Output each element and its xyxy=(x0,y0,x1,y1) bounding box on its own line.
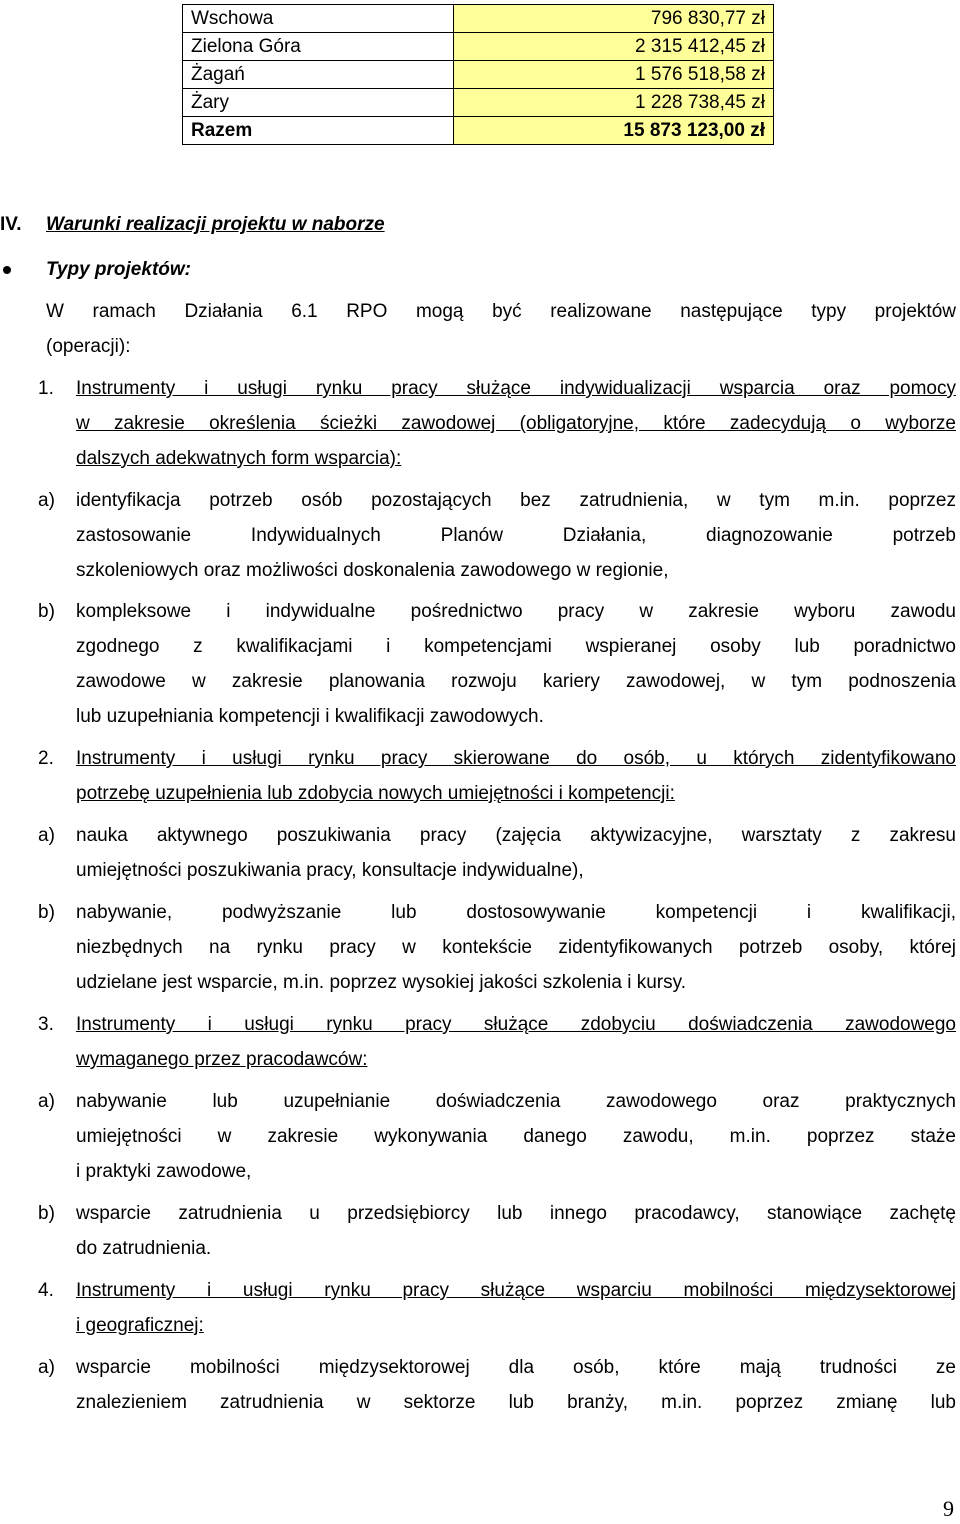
subitem-line: i praktyki zawodowe, xyxy=(76,1161,252,1182)
table-cell-amount: 2 315 412,45 zł xyxy=(454,33,774,61)
item-line: Instrumenty i usługi rynku pracy służące indywidualizacji wsparcia oraz pomocy xyxy=(76,378,956,399)
item-number: 1. xyxy=(38,378,54,399)
subitem-marker: b) xyxy=(38,1203,55,1224)
item-number: 2. xyxy=(38,748,54,769)
item-line: Instrumenty i usługi rynku pracy skierowane do osób, u których zidentyfikowano xyxy=(76,748,956,769)
subitem-line: nabywanie, podwyższanie lub dostosowywanie kompetencji i kwalifikacji, xyxy=(76,902,956,923)
subitem-line: identyfikacja potrzeb osób pozostających bez zatrudnienia, w tym m.in. poprzez xyxy=(76,490,956,511)
subitem-marker: a) xyxy=(38,1091,55,1112)
subitem-line: niezbędnych na rynku pracy w kontekście zidentyfikowanych potrzeb osoby, której xyxy=(76,937,956,958)
item-line: Instrumenty i usługi rynku pracy służące zdobyciu doświadczenia zawodowego xyxy=(76,1014,956,1035)
intro-line: (operacji): xyxy=(46,336,131,357)
subitem-line: znalezieniem zatrudnienia w sektorze lub branży, m.in. poprzez zmianę lub xyxy=(76,1392,956,1413)
subheading: Typy projektów: xyxy=(46,259,191,280)
subitem-line: zastosowanie Indywidualnych Planów Działania, diagnozowanie potrzeb xyxy=(76,525,956,546)
subitem-line: umiejętności w zakresie wykonywania danego zawodu, m.in. poprzez staże xyxy=(76,1126,956,1147)
item-line: Instrumenty i usługi rynku pracy służące wsparciu mobilności międzysektorowej xyxy=(76,1280,956,1301)
subitem-line: wsparcie mobilności międzysektorowej dla osób, które mają trudności ze xyxy=(76,1357,956,1378)
subitem-marker: b) xyxy=(38,601,55,622)
table-cell-name: Wschowa xyxy=(183,5,454,33)
subitem-line: szkoleniowych oraz możliwości doskonalenia zawodowego w regionie, xyxy=(76,560,669,581)
table-total-label: Razem xyxy=(183,117,454,145)
table-row xyxy=(183,5,774,33)
subitem-marker: b) xyxy=(38,902,55,923)
item-number: 3. xyxy=(38,1014,54,1035)
bullet-icon xyxy=(3,266,11,274)
item-line: i geograficznej: xyxy=(76,1315,204,1336)
subitem-line: zgodnego z kwalifikacjami i kompetencjami wspieranej osoby lub poradnictwo xyxy=(76,636,956,657)
table-cell-amount: 1 228 738,45 zł xyxy=(454,89,774,117)
table-cell-amount: 796 830,77 zł xyxy=(454,5,774,33)
table-cell-name: Żary xyxy=(183,89,454,117)
item-line: w zakresie określenia ścieżki zawodowej (obligatoryjne, które zadecydują o wyborze xyxy=(76,413,956,434)
item-line: potrzebę uzupełnienia lub zdobycia nowych umiejętności i kompetencji: xyxy=(76,783,675,804)
section-heading xyxy=(0,207,385,242)
subitem-line: udzielane jest wsparcie, m.in. poprzez wysokiej jakości szkolenia i kursy. xyxy=(76,972,687,993)
table-row xyxy=(183,89,774,117)
subitem-line: nauka aktywnego poszukiwania pracy (zajęcia aktywizacyjne, warsztaty z zakresu xyxy=(76,825,956,846)
page-number: 9 xyxy=(943,1496,954,1521)
subitem-marker: a) xyxy=(38,825,55,846)
subitem-line: lub uzupełniania kompetencji i kwalifikacji zawodowych. xyxy=(76,706,544,727)
table-row xyxy=(183,33,774,61)
section-number: IV. xyxy=(0,214,22,235)
amounts-table xyxy=(182,4,774,145)
subitem-marker: a) xyxy=(38,490,55,511)
table-cell-name: Żagań xyxy=(183,61,454,89)
subitem-marker: a) xyxy=(38,1357,55,1378)
intro-line: W ramach Działania 6.1 RPO mogą być realizowane następujące typy projektów xyxy=(46,301,956,322)
table-cell-amount: 1 576 518,58 zł xyxy=(454,61,774,89)
item-number: 4. xyxy=(38,1280,54,1301)
section-title: Warunki realizacji projektu w naborze xyxy=(46,214,385,235)
subitem-line: do zatrudnienia. xyxy=(76,1238,212,1259)
table-total-amount: 15 873 123,00 zł xyxy=(454,117,774,145)
subitem-line: nabywanie lub uzupełnianie doświadczenia zawodowego oraz praktycznych xyxy=(76,1091,956,1112)
item-line: wymaganego przez pracodawców: xyxy=(76,1049,368,1070)
subitem-line: umiejętności poszukiwania pracy, konsultacje indywidualne), xyxy=(76,860,584,881)
table-total-row xyxy=(183,117,774,145)
item-line: dalszych adekwatnych form wsparcia): xyxy=(76,448,402,469)
subitem-line: zawodowe w zakresie planowania rozwoju kariery zawodowej, w tym podnoszenia xyxy=(76,671,956,692)
table-row xyxy=(183,61,774,89)
subitem-line: kompleksowe i indywidualne pośrednictwo pracy w zakresie wyboru zawodu xyxy=(76,601,956,622)
subitem-line: wsparcie zatrudnienia u przedsiębiorcy lub innego pracodawcy, stanowiące zachętę xyxy=(76,1203,956,1224)
table-cell-name: Zielona Góra xyxy=(183,33,454,61)
